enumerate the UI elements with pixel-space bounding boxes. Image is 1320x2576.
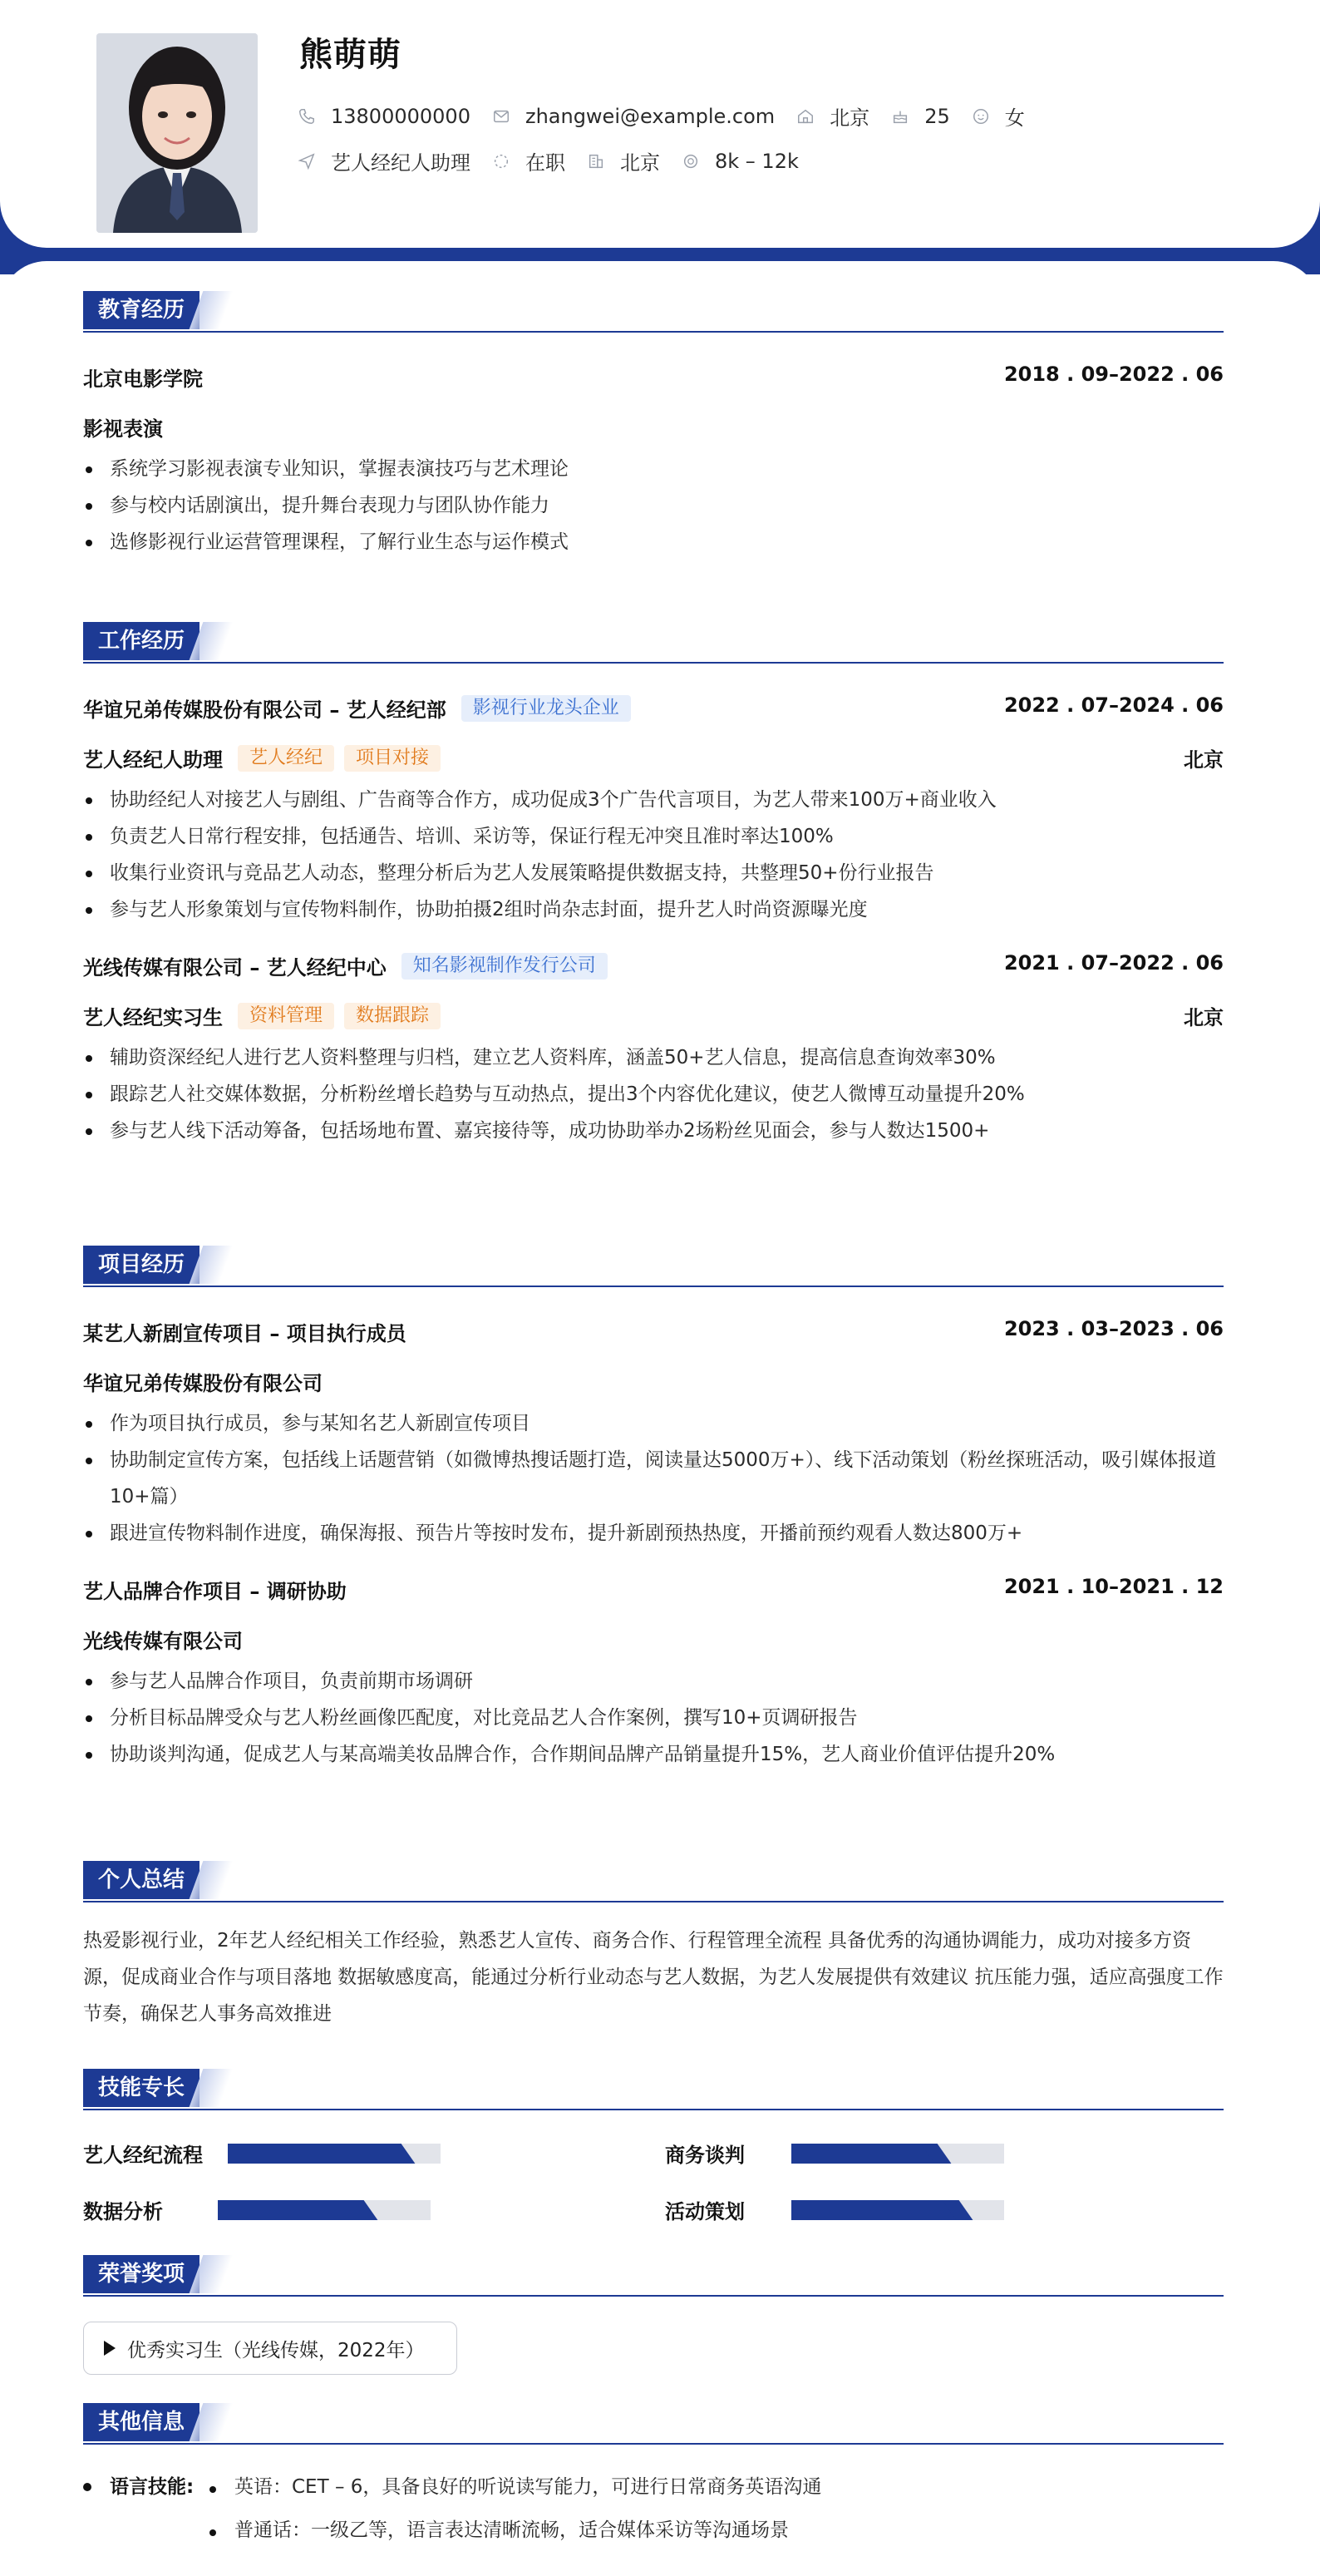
list-item: 协助经纪人对接艺人与剧组、广告商等合作方，成功促成3个广告代言项目，为艺人带来100万+商业收入 bbox=[110, 782, 1224, 818]
list-item: 协助谈判沟通，促成艺人与某高端美妆品牌合作，合作期间品牌产品销量提升15%，艺人商业价值评估提升20% bbox=[110, 1736, 1224, 1773]
work-bullets bbox=[83, 782, 1224, 928]
project-bullets bbox=[83, 1405, 1224, 1552]
bullet-dot bbox=[209, 2529, 216, 2536]
list-item: 负责艺人日常行程安排，包括通告、培训、采访等，保证行程无冲突且准时率达100% bbox=[110, 818, 1224, 855]
section-title: 荣誉奖项 bbox=[83, 2255, 199, 2293]
email-text: zhangwei@example.com bbox=[525, 104, 776, 128]
company-tag: 知名影视制作发行公司 bbox=[401, 953, 608, 980]
major-row bbox=[83, 412, 1224, 441]
school-name: 北京电影学院 bbox=[83, 368, 203, 391]
section-header bbox=[83, 2403, 1224, 2445]
project-org-row bbox=[83, 1625, 1224, 1653]
language-item: 英语：CET – 6，具备良好的听说读写能力，可进行日常商务英语沟通 bbox=[234, 2476, 822, 2498]
skill-item bbox=[83, 2195, 431, 2224]
project-title: 艺人品牌合作项目 – 调研协助 bbox=[83, 1580, 347, 1603]
role-tag: 项目对接 bbox=[344, 745, 441, 772]
status-item bbox=[492, 146, 565, 175]
skill-item bbox=[83, 2139, 441, 2168]
list-item: 作为项目执行成员，参与某知名艺人新剧宣传项目 bbox=[110, 1405, 1224, 1442]
city-item bbox=[796, 101, 869, 131]
project-org: 光线传媒有限公司 bbox=[83, 1630, 243, 1653]
work-location: 北京 bbox=[1184, 748, 1224, 772]
education-bullets bbox=[83, 451, 1224, 560]
skills-section bbox=[83, 2069, 1224, 2235]
work-entry-header bbox=[83, 693, 1224, 722]
section-header bbox=[83, 2255, 1224, 2297]
role-name: 艺人经纪实习生 bbox=[83, 1006, 223, 1029]
home-icon bbox=[796, 107, 815, 126]
section-header bbox=[83, 291, 1224, 333]
role-tag: 数据跟踪 bbox=[344, 1003, 441, 1029]
honors-section bbox=[83, 2255, 1224, 2297]
skill-bar bbox=[791, 2200, 1004, 2220]
email-item bbox=[492, 105, 775, 128]
skill-bar-fill bbox=[218, 2200, 362, 2220]
avatar bbox=[96, 33, 258, 233]
work-role-row bbox=[83, 743, 1224, 772]
language-label: 语言技能: bbox=[110, 2476, 195, 2498]
list-item: 收集行业资讯与竞品艺人动态，整理分析后为艺人发展策略提供数据支持，共整理50+份行业报告 bbox=[110, 855, 1224, 891]
section-header bbox=[83, 622, 1224, 664]
section-title: 项目经历 bbox=[83, 1246, 199, 1284]
skill-bar bbox=[228, 2144, 441, 2164]
skill-name: 商务谈判 bbox=[665, 2144, 745, 2167]
job-city-text: 北京 bbox=[620, 151, 660, 175]
project-org-row bbox=[83, 1367, 1224, 1395]
honor-text: 优秀实习生（光线传媒，2022年） bbox=[127, 2339, 425, 2361]
expand-triangle-icon bbox=[104, 2341, 116, 2356]
list-item: 选修影视行业运营管理课程，了解行业生态与运作模式 bbox=[110, 524, 1224, 560]
list-item: 分析目标品牌受众与艺人粉丝画像匹配度，对比竞品艺人合作案例，撰写10+页调研报告 bbox=[110, 1700, 1224, 1736]
building-icon bbox=[587, 152, 605, 170]
list-item: 辅助资深经纪人进行艺人资料整理与归档，建立艺人资料库，涵盖50+艺人信息，提高信息查询效率30% bbox=[110, 1039, 1224, 1076]
section-header bbox=[83, 1861, 1224, 1902]
gender-item bbox=[972, 101, 1025, 131]
education-entry-header bbox=[83, 363, 1224, 391]
list-item: 系统学习影视表演专业知识，掌握表演技巧与艺术理论 bbox=[110, 451, 1224, 487]
contact-row bbox=[298, 101, 1047, 131]
role-tag: 资料管理 bbox=[238, 1003, 334, 1029]
skill-name: 活动策划 bbox=[665, 2200, 745, 2223]
skill-name: 数据分析 bbox=[83, 2200, 163, 2223]
summary-text: 热爱影视行业，2年艺人经纪相关工作经验，熟悉艺人宣传、商务合作、行程管理全流程 具备优秀的沟通协调能力，成功对接多方资源，促成商业合作与项目落地 数据敏感度高，能通过分析行业动态与艺人数据，为艺人发展提供有效建议 抗压能力强，适应高强度工作节奏，确保艺人事务高效推进 bbox=[83, 1930, 1224, 2025]
company-tag: 影视行业龙头企业 bbox=[461, 695, 631, 722]
language-item: 普通话：一级乙等，语言表达清晰流畅，适合媒体采访等沟通场景 bbox=[234, 2519, 789, 2541]
cake-icon bbox=[891, 107, 909, 126]
job-text: 艺人经纪人助理 bbox=[331, 151, 470, 175]
project-title: 某艺人新剧宣传项目 – 项目执行成员 bbox=[83, 1322, 406, 1345]
list-item: 参与艺人形象策划与宣传物料制作，协助拍摄2组时尚杂志封面，提升艺人时尚资源曝光度 bbox=[110, 891, 1224, 928]
section-header bbox=[83, 1246, 1224, 1287]
company-name: 华谊兄弟传媒股份有限公司 – 艺人经纪部 bbox=[83, 698, 446, 722]
job-item bbox=[298, 146, 470, 175]
project-bullets bbox=[83, 1663, 1224, 1773]
skill-name: 艺人经纪流程 bbox=[83, 2144, 203, 2167]
coin-icon bbox=[682, 152, 700, 170]
phone-icon bbox=[298, 107, 316, 126]
work-period: 2021 . 07–2022 . 06 bbox=[1003, 951, 1224, 975]
bullet-dot bbox=[83, 2483, 91, 2491]
section-title: 工作经历 bbox=[83, 622, 199, 660]
work-section bbox=[83, 622, 1224, 1149]
avatar-portrait-icon bbox=[96, 33, 258, 233]
age-text: 25 bbox=[924, 104, 950, 128]
city-text: 北京 bbox=[830, 106, 870, 130]
skill-item bbox=[665, 2195, 1004, 2224]
work-role-row bbox=[83, 1001, 1224, 1029]
work-location: 北京 bbox=[1184, 1006, 1224, 1029]
skill-bar-fill bbox=[791, 2200, 958, 2220]
bullet-dot bbox=[209, 2486, 216, 2493]
role-name: 艺人经纪人助理 bbox=[83, 748, 223, 772]
project-period: 2021 . 10–2021 . 12 bbox=[1003, 1575, 1224, 1598]
work-entry-header bbox=[83, 951, 1224, 980]
send-icon bbox=[298, 152, 316, 170]
list-item: 参与艺人品牌合作项目，负责前期市场调研 bbox=[110, 1663, 1224, 1700]
major-name: 影视表演 bbox=[83, 417, 163, 441]
status-text: 在职 bbox=[525, 151, 565, 175]
loading-icon bbox=[492, 152, 510, 170]
project-entry-header bbox=[83, 1575, 1224, 1603]
education-section bbox=[83, 291, 1224, 560]
job-intent-row bbox=[298, 146, 820, 175]
job-city-item bbox=[587, 146, 660, 175]
list-item: 参与校内话剧演出，提升舞台表现力与团队协作能力 bbox=[110, 487, 1224, 524]
project-entry-header bbox=[83, 1317, 1224, 1345]
section-title: 技能专长 bbox=[83, 2069, 199, 2107]
gender-text: 女 bbox=[1004, 106, 1025, 130]
other-section bbox=[83, 2403, 1224, 2445]
project-section bbox=[83, 1246, 1224, 1773]
project-period: 2023 . 03–2023 . 06 bbox=[1003, 1317, 1224, 1340]
education-period: 2018 . 09–2022 . 06 bbox=[1003, 363, 1224, 386]
work-bullets bbox=[83, 1039, 1224, 1149]
salary-item bbox=[682, 150, 799, 173]
skill-bar bbox=[218, 2200, 431, 2220]
mail-icon bbox=[492, 107, 510, 126]
skill-bar-fill bbox=[228, 2144, 400, 2164]
section-title: 其他信息 bbox=[83, 2403, 199, 2441]
list-item: 协助制定宣传方案，包括线上话题营销（如微博热搜话题打造，阅读量达5000万+）、线下活动策划（粉丝探班活动，吸引媒体报道10+篇） bbox=[110, 1442, 1224, 1515]
phone-text: 13800000000 bbox=[331, 104, 470, 128]
section-title: 个人总结 bbox=[83, 1861, 199, 1899]
candidate-name: 熊萌萌 bbox=[299, 36, 401, 74]
project-org: 华谊兄弟传媒股份有限公司 bbox=[83, 1372, 323, 1395]
face-icon bbox=[972, 107, 990, 126]
age-item bbox=[891, 105, 950, 128]
skill-bar-fill bbox=[791, 2144, 936, 2164]
list-item: 参与艺人线下活动筹备，包括场地布置、嘉宾接待等，成功协助举办2场粉丝见面会，参与人数达1500+ bbox=[110, 1113, 1224, 1149]
honor-item[interactable] bbox=[83, 2322, 457, 2375]
list-item: 跟进宣传物料制作进度，确保海报、预告片等按时发布，提升新剧预热热度，开播前预约观看人数达800万+ bbox=[110, 1515, 1224, 1552]
phone-item bbox=[298, 105, 470, 128]
salary-text: 8k – 12k bbox=[715, 149, 799, 173]
section-header bbox=[83, 2069, 1224, 2110]
role-tag: 艺人经纪 bbox=[238, 745, 334, 772]
skill-bar bbox=[791, 2144, 1004, 2164]
skill-item bbox=[665, 2139, 1004, 2168]
company-name: 光线传媒有限公司 – 艺人经纪中心 bbox=[83, 956, 387, 980]
work-period: 2022 . 07–2024 . 06 bbox=[1003, 693, 1224, 717]
list-item: 跟踪艺人社交媒体数据，分析粉丝增长趋势与互动热点，提出3个内容优化建议，使艺人微博互动量提升20% bbox=[110, 1076, 1224, 1113]
section-title: 教育经历 bbox=[83, 291, 199, 329]
summary-section bbox=[83, 1861, 1224, 2032]
